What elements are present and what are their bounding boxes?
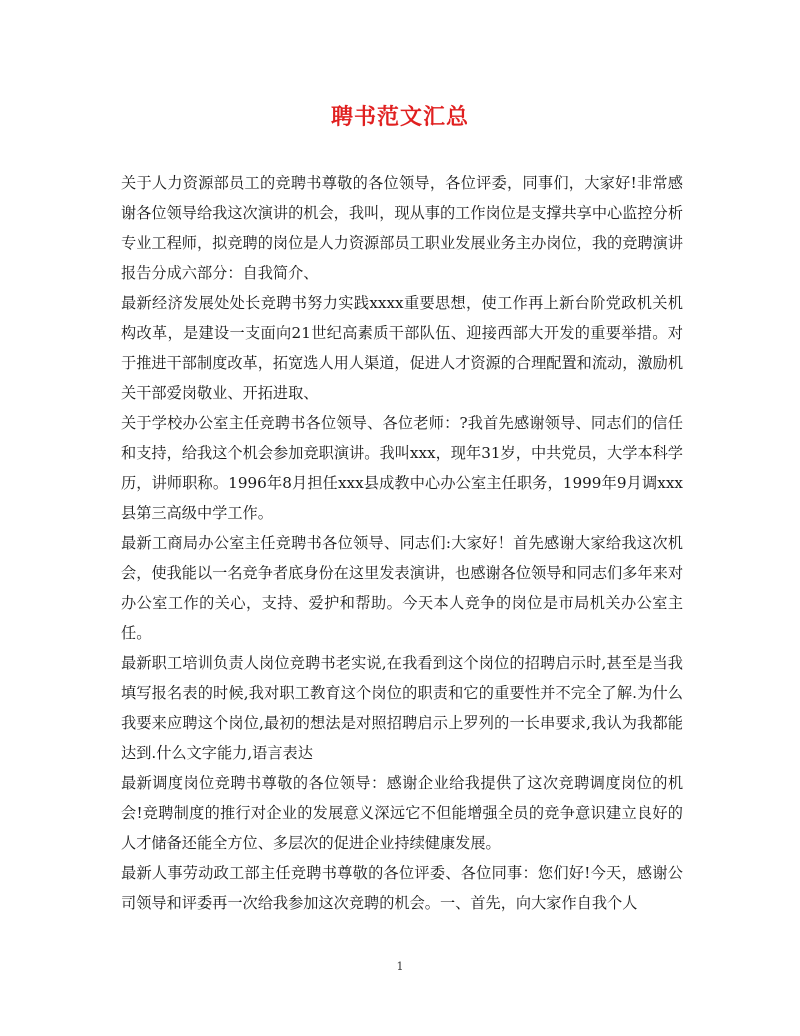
paragraph-1: 关于人力资源部员工的竞聘书尊敬的各位领导，各位评委，同事们，大家好!非常感谢各位领导给我这次演讲的机会，我叫，现从事的工作岗位是支撑共享中心监控分析专业工程师，拟竞聘的岗位是人力资源部员工职业发展业务主办岗位，我的竞聘演讲报告分成六部分：自我简介、 [121,174,683,282]
paragraph-5: 最新职工培训负责人岗位竞聘书老实说,在我看到这个岗位的招聘启示时,甚至是当我填写报名表的时候,我对职工教育这个岗位的职责和它的重要性并不完全了解.为什么我要来应聘这个岗位,最初的想法是对照招聘启示上罗列的一长串要求,我认为我都能达到.什么文字能力,语言表达 [121,654,683,762]
paragraph-3: 关于学校办公室主任竞聘书各位领导、各位老师：?我首先感谢领导、同志们的信任和支持，给我这个机会参加竞职演讲。我叫xxx，现年31岁，中共党员，大学本科学历，讲师职称。1996年8月担任xxx县成教中心办公室主任职务，1999年9月调xxx县第三高级中学工作。 [121,414,683,522]
page-number: 1 [396,960,404,973]
paragraph-2: 最新经济发展处处长竞聘书努力实践xxxx重要思想，使工作再上新台阶党政机关机构改革，是建设一支面向21世纪高素质干部队伍、迎接西部大开发的重要举措。对于推进干部制度改革，拓宽选人用人渠道，促进人才资源的合理配置和流动，激励机关干部爱岗敬业、开拓进取、 [121,294,683,402]
paragraph-7: 最新人事劳动政工部主任竞聘书尊敬的各位评委、各位同事：您们好!今天，感谢公司领导和评委再一次给我参加这次竞聘的机会。一、首先，向大家作自我个人 [121,864,683,912]
paragraph-6: 最新调度岗位竞聘书尊敬的各位领导：感谢企业给我提供了这次竞聘调度岗位的机会!竞聘制度的推行对企业的发展意义深远它不但能增强全员的竞争意识建立良好的人才储备还能全方位、多层次的促进企业持续健康发展。 [121,774,683,852]
document-title: 聘书范文汇总 [330,104,469,130]
document-body [121,168,683,918]
paragraph-4: 最新工商局办公室主任竞聘书各位领导、同志们:大家好！首先感谢大家给我这次机会，使我能以一名竞争者底身份在这里发表演讲，也感谢各位领导和同志们多年来对办公室工作的关心，支持、爱护和帮助。今天本人竞争的岗位是市局机关办公室主任。 [121,534,683,642]
